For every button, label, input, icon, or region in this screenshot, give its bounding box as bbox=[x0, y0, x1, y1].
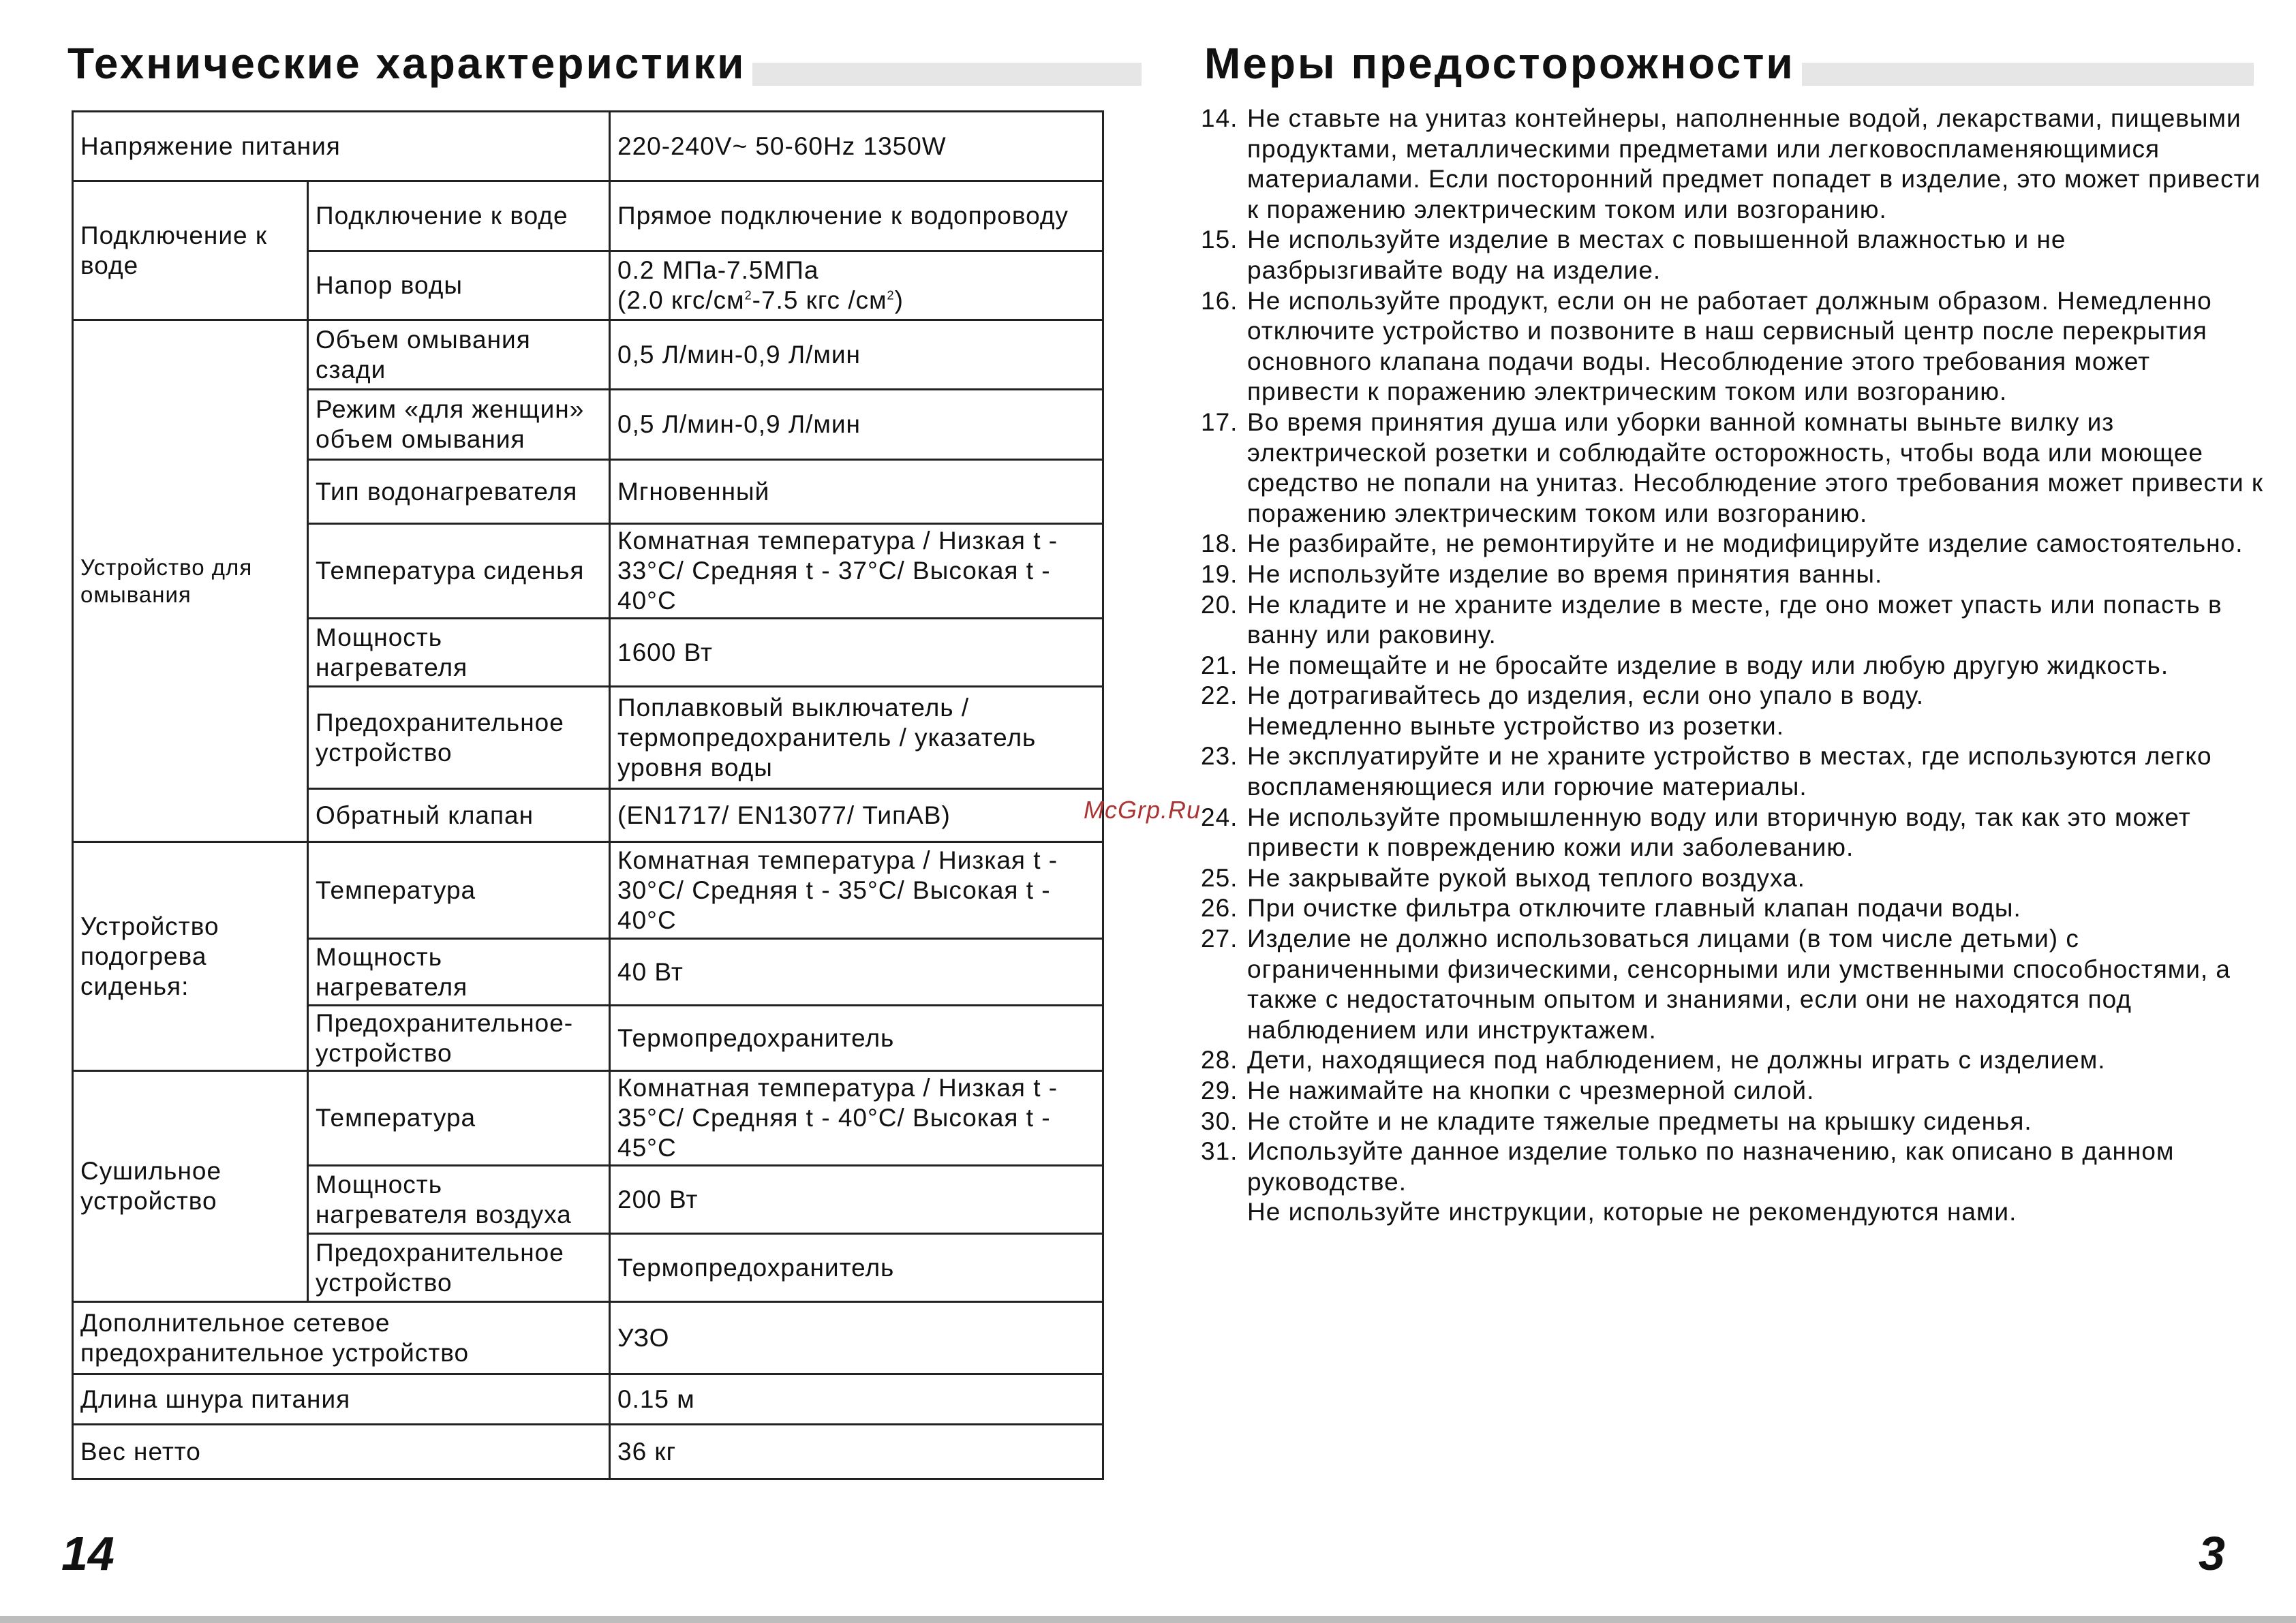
item-number: 29. bbox=[1201, 1077, 1238, 1104]
item-text: Во время принятия душа или уборки ванной комнаты выньте вилку из электрической розетки и соблюдайте осторожность, чтобы вода или моющее средство не попали на унитаз. Несоблюдение этого требования может привести к поражению электрическим током или возгоранию. bbox=[1247, 407, 2264, 527]
list-item bbox=[1201, 104, 2264, 225]
spec-label: Напряжение питания bbox=[73, 112, 610, 181]
pressure-line-2a: (2.0 кгс/см bbox=[617, 286, 745, 314]
item-text: При очистке фильтра отключите главный клапан подачи воды. bbox=[1247, 894, 2021, 923]
page-number-right: 3 bbox=[2199, 1527, 2225, 1580]
superscript: 2 bbox=[744, 288, 752, 303]
spec-value: 40 Вт bbox=[610, 939, 1103, 1006]
item-text: Не ставьте на унитаз контейнеры, наполненные водой, лекарствами, пищевыми продуктами, металлическими предметами или легковоспламеняющимися материалами. Если посторонний предмет попадет в изделие, это может привести к поражению электрическим током или возгоранию. bbox=[1247, 104, 2261, 223]
item-text-continuation: Немедленно выньте устройство из розетки. bbox=[1247, 711, 1784, 740]
superscript: 2 bbox=[887, 288, 895, 303]
list-item bbox=[1201, 924, 2264, 1045]
precautions-list bbox=[1201, 104, 2264, 1228]
item-text: Не используйте продукт, если он не работает должным образом. Немедленно отключите устройство и позвоните в наш сервисный центр после перекрытия основного клапана подачи воды. Несоблюдение этого требования может привести к поражению электрическим током или возгоранию. bbox=[1247, 286, 2212, 406]
spec-value: 0,5 Л/мин-0,9 Л/мин bbox=[610, 320, 1103, 390]
item-number: 25. bbox=[1201, 863, 1238, 892]
item-text: Изделие не должно использоваться лицами (в том числе детьми) с ограниченными физическими, сенсорными или умственными способностями, а также с недостаточным опытом и знаниями, если они не находятся под наблюдением или инструктажем. bbox=[1247, 925, 2231, 1044]
specs-heading-block bbox=[67, 33, 1142, 94]
table-row bbox=[73, 1425, 1103, 1479]
specs-title: Технические характеристики bbox=[67, 33, 752, 94]
spec-value: 0.15 м bbox=[610, 1374, 1103, 1425]
spec-label: Напор воды bbox=[308, 251, 610, 320]
table-row bbox=[73, 320, 1103, 390]
item-text: Не используйте изделие во время принятия ванны. bbox=[1247, 559, 1883, 588]
spec-value: 200 Вт bbox=[610, 1166, 1103, 1234]
table-row bbox=[73, 1071, 1103, 1166]
item-text: Не помещайте и не бросайте изделие в воду или любую другую жидкость. bbox=[1247, 651, 2169, 679]
item-text: Не дотрагивайтесь до изделия, если оно упало в воду. bbox=[1247, 681, 1924, 710]
spec-value: Термопредохранитель bbox=[610, 1234, 1103, 1302]
item-text: Не используйте изделие в местах с повышенной влажностью и не разбрызгивайте воду на изделие. bbox=[1247, 226, 2066, 284]
item-number: 30. bbox=[1201, 1107, 1238, 1135]
item-text: Не используйте промышленную воду или вторичную воду, так как это может привести к повреждению кожи или заболеванию. bbox=[1247, 803, 2191, 862]
table-row bbox=[73, 112, 1103, 181]
table-row bbox=[73, 1302, 1103, 1374]
item-number: 20. bbox=[1201, 590, 1238, 619]
spec-label: Предохранительное-устройство bbox=[308, 1006, 610, 1071]
list-item bbox=[1201, 225, 2264, 285]
spec-value: Мгновенный bbox=[610, 460, 1103, 524]
list-item bbox=[1201, 1045, 2264, 1076]
list-item bbox=[1201, 741, 2264, 802]
list-item bbox=[1201, 893, 2264, 924]
spec-label: Объем омывания сзади bbox=[308, 320, 610, 390]
spec-value: (EN1717/ EN13077/ ТипAB) bbox=[610, 789, 1103, 842]
precautions-title: Меры предосторожности bbox=[1204, 33, 1802, 94]
list-item bbox=[1201, 286, 2264, 407]
spec-label: Температура bbox=[308, 1071, 610, 1166]
list-item bbox=[1201, 651, 2264, 681]
item-number: 28. bbox=[1201, 1046, 1238, 1075]
item-number: 24. bbox=[1201, 803, 1238, 831]
item-number: 21. bbox=[1201, 651, 1238, 679]
item-text: Не разбирайте, не ремонтируйте и не модифицируйте изделие самостоятельно. bbox=[1247, 529, 2244, 558]
spec-label: Мощность нагревателя bbox=[308, 939, 610, 1006]
table-row bbox=[73, 181, 1103, 251]
spec-label: Предохранительное устройство bbox=[308, 687, 610, 789]
list-item bbox=[1201, 1137, 2264, 1228]
spec-label: Подключение к воде bbox=[308, 181, 610, 251]
spec-label: Мощность нагревателя воздуха bbox=[308, 1166, 610, 1234]
list-item bbox=[1201, 590, 2264, 651]
item-number: 18. bbox=[1201, 529, 1238, 558]
item-number: 31. bbox=[1201, 1137, 1238, 1166]
spec-value: Комнатная температура / Низкая t - 35°C/ Средняя t - 40°C/ Высокая t - 45°C bbox=[610, 1071, 1103, 1166]
list-item bbox=[1201, 559, 2264, 590]
list-item bbox=[1201, 1107, 2264, 1137]
table-row bbox=[73, 842, 1103, 939]
item-number: 26. bbox=[1201, 894, 1238, 923]
spec-value: Поплавковый выключатель / термопредохранитель / указатель уровня воды bbox=[610, 687, 1103, 789]
item-text: Не эксплуатируйте и не храните устройство в местах, где используются легко воспламеняющиеся или горючие материалы. bbox=[1247, 742, 2212, 801]
item-number: 17. bbox=[1201, 407, 1238, 436]
pressure-line-2b: -7.5 кгс /см bbox=[752, 286, 887, 314]
spec-label: Режим «для женщин» объем омывания bbox=[308, 390, 610, 460]
item-number: 14. bbox=[1201, 104, 1238, 132]
item-text: Не нажимайте на кнопки с чрезмерной силой. bbox=[1247, 1077, 1815, 1104]
spec-label: Дополнительное сетевое предохранительное устройство bbox=[73, 1302, 610, 1374]
spec-label: Обратный клапан bbox=[308, 789, 610, 842]
spec-value: Термопредохранитель bbox=[610, 1006, 1103, 1071]
item-text: Не кладите и не храните изделие в месте, где оно может упасть или попасть в ванну или раковину. bbox=[1247, 590, 2222, 649]
item-number: 27. bbox=[1201, 925, 1238, 953]
item-number: 16. bbox=[1201, 286, 1238, 315]
specs-table bbox=[72, 110, 1104, 1480]
item-number: 19. bbox=[1201, 559, 1238, 588]
spec-value: УЗО bbox=[610, 1302, 1103, 1374]
spec-value: 0,5 Л/мин-0,9 Л/мин bbox=[610, 390, 1103, 460]
spec-label: Длина шнура питания bbox=[73, 1374, 610, 1425]
item-number: 15. bbox=[1201, 226, 1238, 254]
list-item bbox=[1201, 407, 2264, 529]
spec-label: Мощность нагревателя bbox=[308, 619, 610, 687]
spec-label: Температура сиденья bbox=[308, 524, 610, 619]
list-item bbox=[1201, 1076, 2264, 1107]
spec-label: Вес нетто bbox=[73, 1425, 610, 1479]
item-text-continuation: Не используйте инструкции, которые не рекомендуются нами. bbox=[1247, 1198, 2017, 1226]
spec-value: 36 кг bbox=[610, 1425, 1103, 1479]
page-number-left: 14 bbox=[61, 1527, 114, 1580]
pressure-line-1: 0.2 МПа-7.5МПа bbox=[617, 256, 819, 284]
list-item bbox=[1201, 863, 2264, 894]
table-row bbox=[73, 1374, 1103, 1425]
spec-group-label: Подключение к воде bbox=[73, 181, 308, 320]
list-item bbox=[1201, 529, 2264, 559]
spec-value: Комнатная температура / Низкая t - 33°C/ Средняя t - 37°C/ Высокая t - 40°C bbox=[610, 524, 1103, 619]
spec-label: Тип водонагревателя bbox=[308, 460, 610, 524]
item-number: 22. bbox=[1201, 681, 1238, 710]
list-item bbox=[1201, 803, 2264, 863]
list-item bbox=[1201, 681, 2264, 741]
spec-value: Прямое подключение к водопроводу bbox=[610, 181, 1103, 251]
spec-value bbox=[610, 251, 1103, 320]
bottom-divider bbox=[0, 1616, 2296, 1623]
spec-value: Комнатная температура / Низкая t - 30°C/ Средняя t - 35°C/ Высокая t - 40°C bbox=[610, 842, 1103, 939]
precautions-heading-block bbox=[1204, 33, 2254, 94]
spec-label: Температура bbox=[308, 842, 610, 939]
spec-value: 1600 Вт bbox=[610, 619, 1103, 687]
spec-value: 220-240V~ 50-60Hz 1350W bbox=[610, 112, 1103, 181]
spec-group-label: Сушильное устройство bbox=[73, 1071, 308, 1302]
spec-group-label: Устройство подогрева сиденья: bbox=[73, 842, 308, 1071]
item-text: Используйте данное изделие только по назначению, как описано в данном руководстве. bbox=[1247, 1137, 2175, 1196]
spec-group-label: Устройство для омывания bbox=[73, 320, 308, 842]
item-text: Не закрывайте рукой выход теплого воздуха. bbox=[1247, 863, 1805, 892]
spec-label: Предохранительное устройство bbox=[308, 1234, 610, 1302]
item-text: Дети, находящиеся под наблюдением, не должны играть с изделием. bbox=[1247, 1046, 2106, 1075]
pressure-line-2c: ) bbox=[894, 286, 904, 314]
item-text: Не стойте и не кладите тяжелые предметы на крышку сиденья. bbox=[1247, 1107, 2032, 1135]
watermark: McGrp.Ru bbox=[1084, 796, 1201, 824]
item-number: 23. bbox=[1201, 742, 1238, 771]
